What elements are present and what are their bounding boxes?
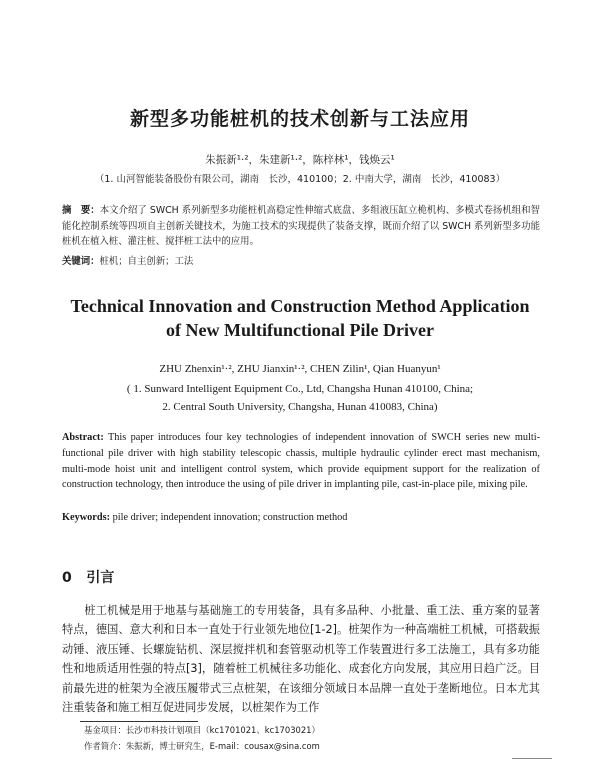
keywords-en [62,512,540,523]
footnote-fund: 基金项目：长沙市科技计划项目（kc1701021、kc1703021） [84,725,320,735]
keywords-cn-text: 桩机；自主创新；工法 [99,256,194,267]
footnote-author: 作者简介：朱振新，博士研究生，E-mail：cousax@sina.com [84,741,320,751]
keywords-cn [62,253,540,267]
affiliation-cn: （1. 山河智能装备股份有限公司，湖南 长沙，410100；2. 中南大学，湖南 长沙，410083） [94,174,506,185]
paper-title-en-line2: of New Multifunctional Pile Driver [166,320,434,340]
section-title: 引言 [86,570,115,586]
affiliation-en-line1: ( 1. Sunward Intelligent Equipment Co., Ltd, Changsha Hunan 410100, China; [126,383,474,395]
section-heading [62,567,114,587]
abstract-en-label: Abstract: [62,432,104,443]
paper-title-en-line1: Technical Innovation and Construction Method Application [70,296,530,316]
paper-title-en [0,294,600,342]
affiliation-en [0,380,600,416]
abstract-cn [62,203,540,250]
authors-cn: 朱振新¹·²，朱建新¹·²，陈梓林¹，钱焕云¹ [205,154,395,166]
footnote-divider [80,721,198,722]
keywords-en-text: pile driver; independent innovation; construction method [112,512,348,523]
abstract-cn-text: 本文介绍了 SWCH 系列新型多功能桩机高稳定性伸缩式底盘、多组液压缸立桅机构、多模式卷扬机组和智能化控制系统等四项自主创新关键技术，为施工技术的实现提供了装备支撑，既而介绍了以 SWCH 系列新型多功能桩机在植入桩、灌注桩、搅拌桩工法中的应用。 [62,205,540,247]
paper-title-cn: 新型多功能桩机的技术创新与工法应用 [129,108,470,130]
affiliation-en-line2: 2. Central South University, Changsha, Hunan 410083, China) [162,401,438,413]
authors-en: ZHU Zhenxin¹·², ZHU Jianxin¹·², CHEN Zilin¹, Qian Huanyun¹ [159,363,441,375]
body-paragraph: 桩工机械是用于地基与基础施工的专用装备，具有多品种、小批量、重工法、重方案的显著特点，德国、意大利和日本一直处于行业领先地位[1-2]。桩架作为一种高端桩工机械，可搭载振动锤、液压锤、长螺旋钻机、深层搅拌机和套管驱动机等工作装置进行多工法施工，具有多功能性和地质适用性强的特点[3]，随着桩工机械往多功能化、成套化方向发展，其应用日趋广泛。目前最先进的桩架为全液压履带式三点桩架，在该细分领域日本品牌一直处于垄断地位。日本尤其注重装备和施工相互促进同步发展，以桩架作为工作 [62,604,540,715]
page-edge-mark [512,758,552,759]
abstract-en [62,430,540,493]
keywords-en-label: Keywords: [62,512,111,523]
abstract-cn-label: 摘 要： [62,205,100,216]
section-number: 0 [62,570,72,586]
abstract-en-text: This paper introduces four key technologies of independent innovation of SWCH series new multi-functional pile driver with high stability telescopic chassis, multiple hydraulic cylinder erect mast mechanism, multi-mode hoist unit and intelligent control system, which provide equipment support for the realization of construction technology, then introduce the using of pile driver in implanting pile, cast-in-place pile, mixing pile. [62,432,541,491]
keywords-cn-label: 关键词： [62,256,100,267]
